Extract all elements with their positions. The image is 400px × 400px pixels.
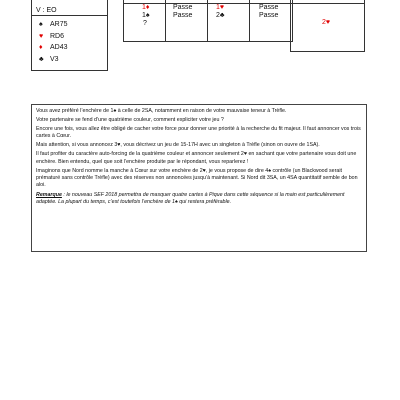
- commentary-paragraph: Imaginons que Nord nomme la manche à Cœur sur votre enchère de 2♥, je vous propose de dire 4♠ contrôle (un Blackwood serait prématuré sans contrôle Trèfle) avec des réserves non annoncées jusqu’à maintenant. Si Nord dit 3SA, un 4SA quantitatif semble de bon aloi.: [36, 167, 358, 188]
- heart-cards: RD6: [50, 32, 65, 40]
- answer-bid: 2♥: [322, 19, 331, 26]
- hand-diagram: [31, 0, 108, 71]
- commentary-paragraph: Vous avez préféré l’enchère de 1♠ à celle de 2SA, notamment en raison de votre mauvaise teneur à Trèfle.: [36, 108, 287, 114]
- bid-cell: ?: [143, 20, 147, 27]
- commentary-paragraph: Mais attention, si vous annoncez 3♥, vous décrivez un jeu de 15-17H avec un singleton à Trèfle (sinon on ouvre de 1SA).: [36, 142, 320, 149]
- suit-row-diamonds: [39, 42, 107, 54]
- bid-cell: Passe: [173, 12, 193, 19]
- bid-cell: 1♠: [142, 12, 150, 19]
- suit-row-hearts: [39, 31, 107, 43]
- remark-label: Remarque: [36, 191, 62, 198]
- table-divider: [207, 0, 208, 42]
- vulnerability-label: V : EO: [32, 0, 107, 16]
- suit-list: [32, 16, 107, 65]
- answer-box-divider: [291, 3, 364, 4]
- spade-icon: ♠: [39, 21, 43, 28]
- bid-cell: Passe: [259, 12, 279, 19]
- bidding-table: [123, 0, 293, 42]
- club-cards: V3: [50, 55, 59, 63]
- commentary-box: [31, 104, 367, 252]
- bid-cell: 2♣: [216, 12, 225, 19]
- heart-bid: 1♥: [216, 4, 225, 11]
- club-icon: ♣: [39, 55, 44, 63]
- heart-icon: ♥: [39, 32, 44, 40]
- table-divider: [249, 0, 250, 42]
- remark-paragraph: [36, 192, 362, 206]
- answer-box: [290, 0, 365, 52]
- table-bottom-border: [123, 41, 293, 42]
- table-divider: [165, 0, 166, 42]
- diamond-cards: AD43: [50, 44, 68, 51]
- suit-row-spades: [39, 19, 107, 31]
- commentary-paragraph: Encore une fois, vous allez être obligé de cacher votre force pour donner une priorité à la recherche du fit majeur. Il faut annoncer vos trois cartes à Cœur.: [36, 126, 361, 140]
- bid-cell: [142, 4, 149, 12]
- bid-cell: [216, 4, 224, 12]
- commentary-paragraph: Il faut profiter du caractère auto-forcing de la quatrième couleur et annoncer seulement 2♥ en sachant que votre partenaire vous doit une enchère. Bien entendu, quel que soit l’enchère produite par le répondant, vous reparlerez !: [36, 151, 357, 165]
- diamond-icon: ♦: [39, 44, 43, 51]
- table-divider: [123, 0, 124, 42]
- commentary-paragraph: Votre partenaire se fend d’une quatrième couleur, comment expliciter votre jeu ?: [36, 117, 224, 124]
- suit-row-clubs: [39, 54, 107, 66]
- remark-text: : le nouveau SEF 2018 permettra de masquer quatre cartes à Pique dans cette séquence si la main est particulièrement adaptée. La plupart du temps, c’est toutefois l’enchère de 1♠ qui restera préférable.: [36, 191, 345, 206]
- bid-cell: Passe: [173, 4, 193, 11]
- diamond-bid: 1♦: [142, 4, 150, 11]
- bid-cell: Passe: [259, 4, 279, 11]
- spade-cards: AR75: [50, 21, 68, 28]
